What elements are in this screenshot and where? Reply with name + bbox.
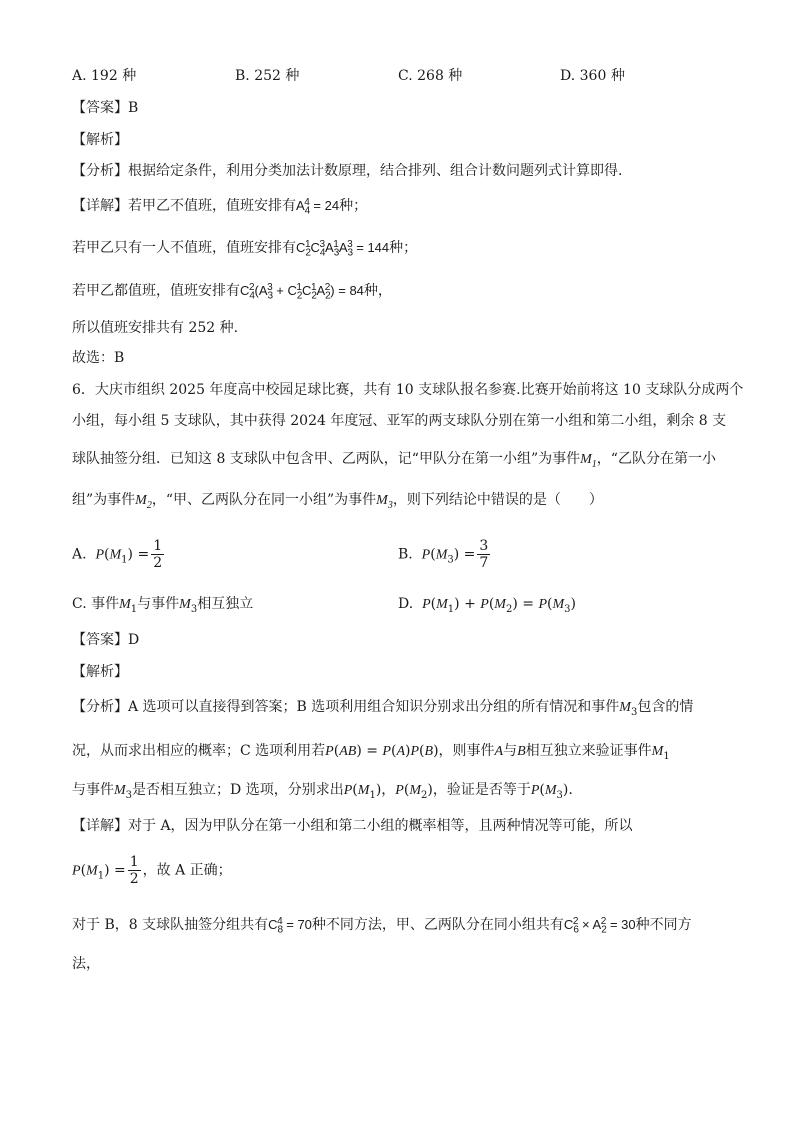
q5-detail-3: 若甲乙都值班，值班安排有$C_4^2(A_3^3 + C_2^1C_2^1A_2^2) = 84$种， xyxy=(72,281,392,302)
q5-conclusion: 所以值班安排共有 252 种. xyxy=(72,320,239,336)
q5-analysis-tag: 【解析】 xyxy=(72,132,128,148)
q5-option-c: C. 268 种 xyxy=(398,68,463,84)
q6-option-c: C. 事件$M_1$与事件$M_3$相互独立 xyxy=(72,596,254,615)
q6-detail-a2: $P(M_1)$ = $\frac{1}{2}$ ，故 A 正确； xyxy=(72,854,232,887)
q5-option-b: B. 252 种 xyxy=(235,68,300,84)
q6-analysis-tag: 【解析】 xyxy=(72,664,128,680)
q6-fenxi-3: 与事件$M_3$是否相互独立；D 选项，分别求出$P(M_1)$，$P(M_2)$，验证是否等于$P(M_3)$. xyxy=(72,782,573,801)
q6-detail-a: 【详解】对于 A，因为甲队分在第一小组和第二小组的概率相等，且两种情况等可能，所以 xyxy=(72,818,633,834)
answer-tag: 【答案】 xyxy=(72,632,128,648)
q6-fenxi-1: 【分析】A 选项可以直接得到答案；B 选项利用组合知识分别求出分组的所有情况和事件$M_3$包含的情 xyxy=(72,699,694,718)
q5-option-a: A. 192 种 xyxy=(72,68,137,84)
q6-detail-b: 对于 B，8 支球队抽签分组共有$C_8^4 = 70$种不同方法，甲、乙两队分在同小组共有$C_6^2 \times A_2^2 = 30$种不同方 xyxy=(72,915,692,936)
q6-answer xyxy=(72,630,139,650)
event-m2: $M_2$ xyxy=(135,493,152,511)
q6-stem-line-4: 组”为事件$M_2$，“甲、乙两队分在同一小组”为事件$M_3$，则下列结论中错误的是（ ） xyxy=(72,492,603,511)
q6-option-b: B. $P(M_3)$ = $\frac{3}{7}$ xyxy=(398,538,489,571)
q5-answer xyxy=(72,98,138,118)
q6-stem-line-1: 6．大庆市组织 2025 年度高中校园足球比赛，共有 10 支球队报名参赛.比赛开始前将这 10 支球队分成两个 xyxy=(72,382,744,398)
answer-value: D xyxy=(128,632,140,648)
q6-stem-line-2: 小组，每小组 5 支球队，其中获得 2024 年度冠、亚军的两支球队分别在第一小组和第二小组，剩余 8 支 xyxy=(72,413,727,429)
q5-choose: 故选：B xyxy=(72,350,125,366)
q6-option-a: A. $P(M_1)$ = $\frac{1}{2}$ xyxy=(72,538,163,571)
event-m3: $M_3$ xyxy=(376,493,393,511)
q5-option-d: D. 360 种 xyxy=(560,68,625,84)
q6-fenxi-2: 况，从而求出相应的概率；C 选项利用若P(AB) = P(A)P(B)，则事件A与B相互独立来验证事件$M_1$ xyxy=(72,743,670,762)
q6-detail-b-end: 法， xyxy=(72,956,100,972)
q6-stem-line-3: 球队抽签分组．已知这 8 支球队中包含甲、乙两队，记“甲队分在第一小组”为事件$M_1$，“乙队分在第一小 xyxy=(72,451,716,470)
answer-tag: 【答案】 xyxy=(72,100,128,116)
q5-detail-1: 【详解】若甲乙不值班，值班安排有$A_4^4 = 24$种； xyxy=(72,196,368,217)
q5-detail-2: 若甲乙只有一人不值班，值班安排有$C_2^1C_4^3A_3^1A_3^3 = 144$种； xyxy=(72,238,418,259)
event-m1: $M_1$ xyxy=(580,452,597,470)
q6-option-d: D. $P(M_1) + P(M_2) = P(M_3)$ xyxy=(398,596,576,615)
q5-fenxi: 【分析】根据给定条件，利用分类加法计数原理，结合排列、组合计数问题列式计算即得. xyxy=(72,163,623,179)
answer-value: B xyxy=(128,100,139,116)
